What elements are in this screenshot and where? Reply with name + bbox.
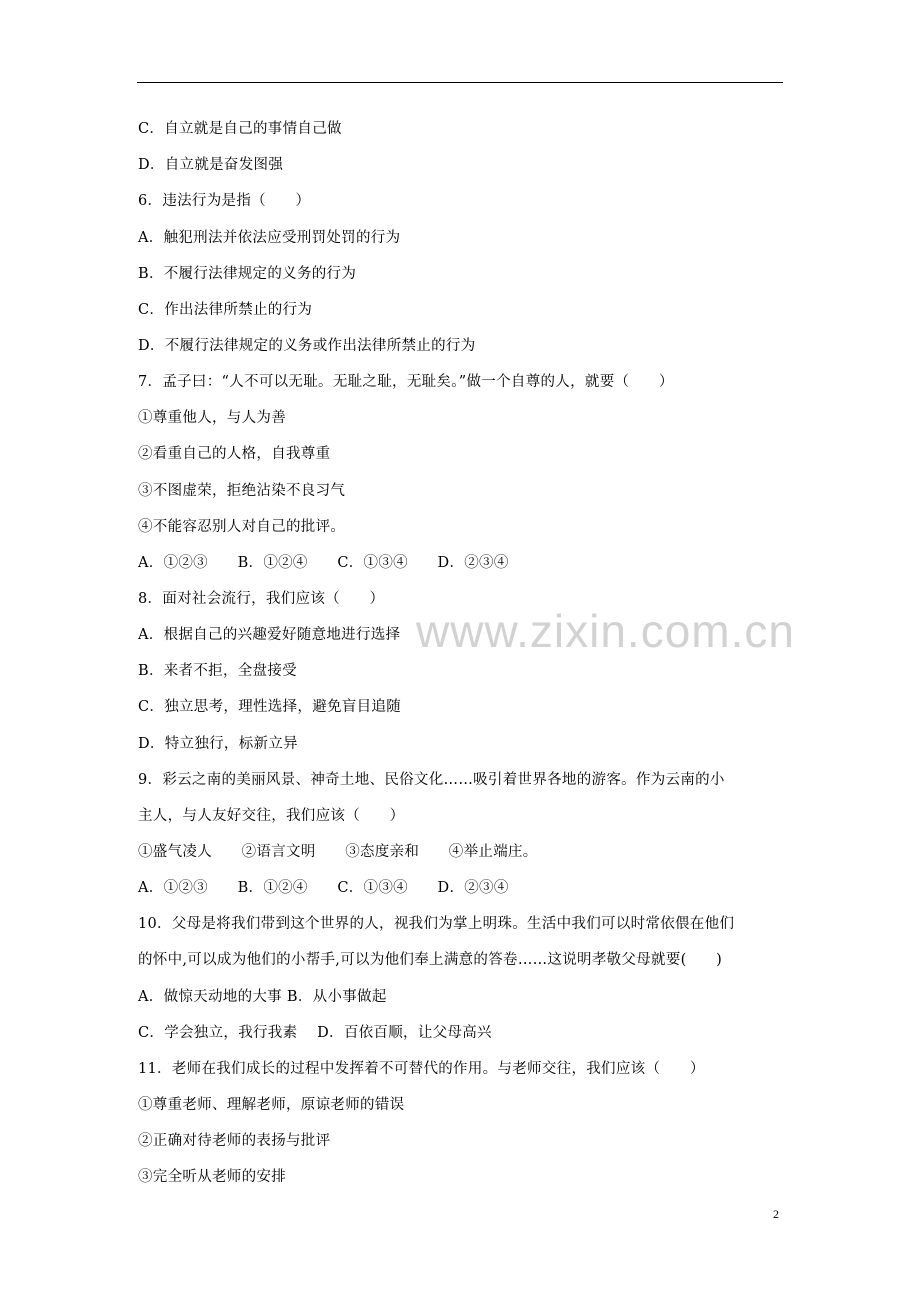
text-line: D．不履行法律规定的义务或作出法律所禁止的行为 xyxy=(138,338,476,354)
watermark: www.zixin.com.cn xyxy=(416,605,795,657)
text-line: 6．违法行为是指（ ） xyxy=(138,193,311,209)
text-line: 9．彩云之南的美丽风景、神奇土地、民俗文化……吸引着世界各地的游客。作为云南的小 xyxy=(138,772,725,788)
text-line: ①盛气凌人 ②语言文明 ③态度亲和 ④举止端庄。 xyxy=(138,844,538,860)
text-line: ①尊重老师、理解老师，原谅老师的错误 xyxy=(138,1097,405,1113)
text-line: ③不图虚荣，拒绝沾染不良习气 xyxy=(138,483,346,499)
text-line: A．触犯刑法并依法应受刑罚处罚的行为 xyxy=(138,230,401,246)
text-line: ①尊重他人，与人为善 xyxy=(138,410,286,426)
text-line: A．做惊天动地的大事 B．从小事做起 xyxy=(138,989,387,1005)
text-line: C．自立就是自己的事情自己做 xyxy=(138,121,342,137)
text-line: A．①②③ B．①②④ C．①③④ D．②③④ xyxy=(138,880,509,896)
page-number: 2 xyxy=(773,1207,779,1221)
text-line: 8．面对社会流行，我们应该（ ） xyxy=(138,591,385,607)
text-line: 主人，与人友好交往，我们应该（ ） xyxy=(138,808,405,824)
text-line: D．自立就是奋发图强 xyxy=(138,157,284,173)
text-line: 7．孟子曰：“人不可以无耻。无耻之耻，无耻矣。”做一个自尊的人，就要（ ） xyxy=(138,374,674,390)
text-line: B．不履行法律规定的义务的行为 xyxy=(138,266,357,282)
text-line: 10．父母是将我们带到这个世界的人，视我们为掌上明珠。生活中我们可以时常依偎在他们 xyxy=(138,916,735,932)
text-line: ④不能容忍别人对自己的批评。 xyxy=(138,519,346,535)
text-line: A．根据自己的兴趣爱好随意地进行选择 xyxy=(138,627,401,643)
text-line: C．作出法律所禁止的行为 xyxy=(138,302,313,318)
text-line: C．独立思考，理性选择，避免盲目追随 xyxy=(138,699,401,715)
header-rule xyxy=(137,82,783,83)
text-line: D．特立独行，标新立异 xyxy=(138,736,298,752)
text-line: A．①②③ B．①②④ C．①③④ D．②③④ xyxy=(138,555,509,571)
text-line: C．学会独立，我行我素 D．百依百顺，让父母高兴 xyxy=(138,1025,492,1041)
text-line: ②看重自己的人格，自我尊重 xyxy=(138,446,331,462)
text-line: 的怀中,可以成为他们的小帮手,可以为他们奉上满意的答卷……这说明孝敬父母就要( ) xyxy=(138,952,723,968)
text-line: B．来者不拒，全盘接受 xyxy=(138,663,297,679)
text-line: ②正确对待老师的表扬与批评 xyxy=(138,1133,331,1149)
text-line: ③完全听从老师的安排 xyxy=(138,1169,286,1185)
text-line: 11．老师在我们成长的过程中发挥着不可替代的作用。与老师交往，我们应该（ ） xyxy=(138,1061,705,1077)
